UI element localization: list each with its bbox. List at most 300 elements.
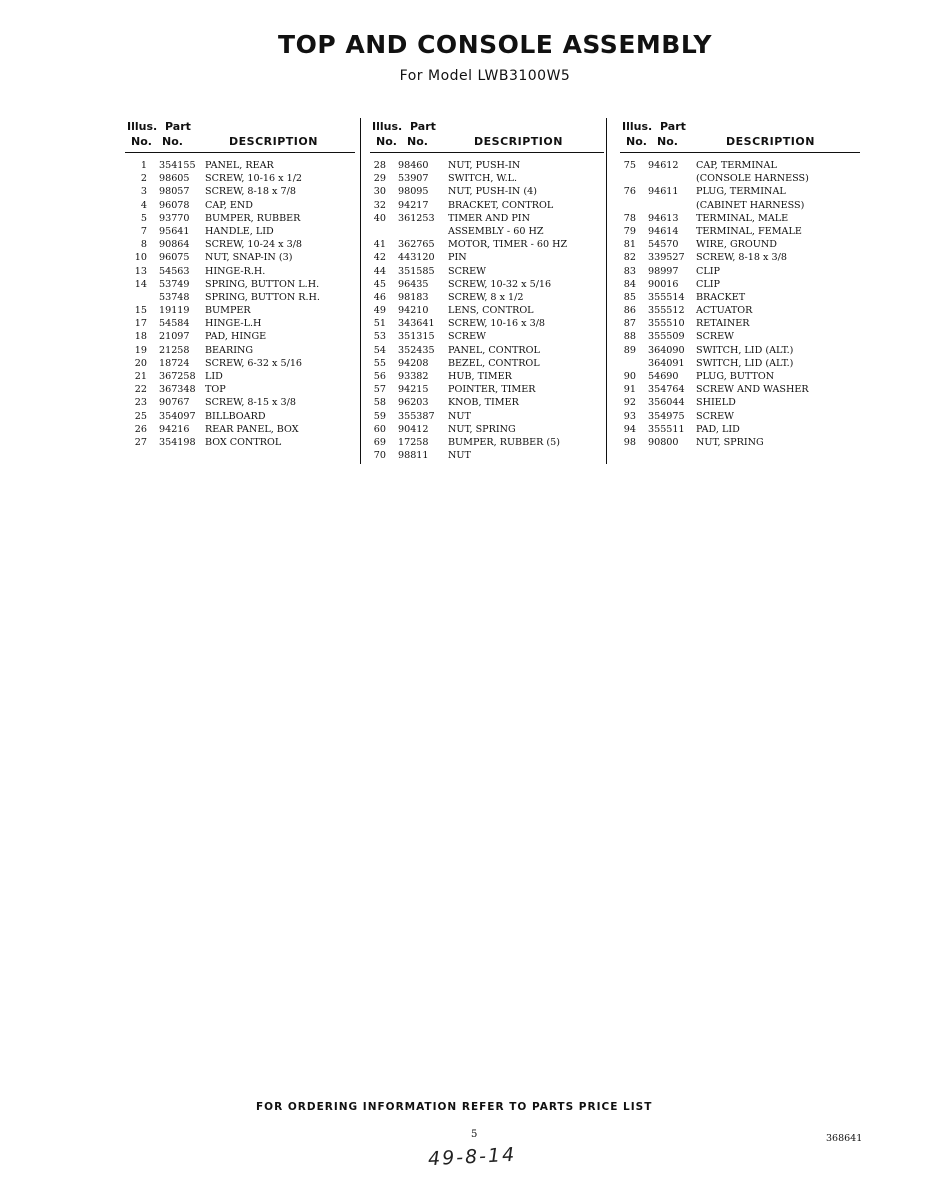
part-description: CAP, TERMINAL (696, 160, 777, 171)
table-row (125, 370, 355, 383)
illus-number: 27 (134, 436, 147, 448)
table-row (125, 383, 355, 396)
illus-number (620, 199, 636, 212)
part-description: SCREW, 10-16 x 3/8 (448, 318, 546, 330)
part-description: SCREW (448, 331, 487, 343)
illus-number: 23 (134, 397, 147, 409)
part-number: 362765 (398, 239, 435, 251)
part-number: 54570 (648, 239, 679, 251)
table-row (370, 199, 604, 212)
illus-number: 4 (140, 199, 147, 211)
part-description: SCREW, 8 x 1/2 (448, 291, 524, 303)
table-row (370, 304, 604, 317)
part-description: BOX CONTROL (205, 436, 282, 448)
part-header: Part (660, 120, 686, 133)
part-description: TOP (205, 384, 226, 396)
table-row (620, 330, 860, 343)
illus-number: 79 (623, 225, 636, 237)
part-description: POINTER, TIMER (448, 384, 536, 396)
part-number: 90016 (648, 278, 679, 290)
part-description: NUT (448, 410, 471, 422)
illus-number: 86 (623, 305, 636, 317)
illus-number: 51 (373, 318, 386, 330)
illus-number: 26 (134, 423, 147, 435)
part-number: 98095 (398, 186, 429, 198)
table-row (370, 225, 604, 238)
part-description: PANEL, CONTROL (448, 344, 540, 356)
part-description: SHIELD (696, 397, 736, 409)
part-description: BUMPER, RUBBER (205, 212, 301, 224)
part-description: PANEL, REAR (205, 160, 274, 171)
table-row (370, 317, 604, 330)
illus-number: 3 (140, 186, 147, 198)
illus-number: 87 (623, 318, 636, 330)
part-description: SWITCH, W.L. (448, 173, 518, 185)
table-row (620, 212, 860, 225)
illus-number: 44 (373, 265, 386, 277)
part-number: 361253 (398, 212, 435, 224)
table-row (620, 344, 860, 357)
parts-list (125, 159, 355, 449)
illus-number: 92 (623, 397, 636, 409)
parts-column-2 (370, 118, 604, 462)
illus-number: 22 (134, 384, 147, 396)
part-description: RETAINER (696, 318, 750, 330)
page-title: TOP AND CONSOLE ASSEMBLY (278, 30, 712, 59)
table-row (125, 278, 355, 291)
table-row (620, 304, 860, 317)
part-description: BRACKET, CONTROL (448, 199, 554, 211)
illus-number: 90 (623, 371, 636, 382)
part-description: BEARING (205, 344, 254, 356)
part-description: CLIP (696, 265, 720, 277)
table-row (370, 370, 604, 383)
handwritten-note: 49-8-14 (427, 1143, 517, 1171)
description-header: DESCRIPTION (726, 135, 815, 148)
illus-number (125, 291, 147, 304)
part-number: 94217 (398, 199, 429, 211)
part-number: 354155 (159, 160, 196, 171)
table-row (125, 344, 355, 357)
illus-number: 2 (140, 173, 147, 185)
table-row (370, 291, 604, 304)
illus-number: 14 (134, 278, 147, 290)
table-row (125, 396, 355, 409)
illus-number: 13 (134, 265, 147, 277)
part-description: SCREW, 8-18 x 7/8 (205, 186, 296, 198)
part-description: BRACKET (696, 291, 746, 303)
part-number: 17258 (398, 436, 429, 448)
column-divider (360, 118, 361, 464)
part-description: SCREW (696, 410, 735, 422)
illus-number: 29 (373, 173, 386, 185)
illus-number: 78 (623, 212, 636, 224)
illus-number: 69 (373, 436, 386, 448)
table-row (370, 159, 604, 172)
illus-number: 76 (623, 186, 636, 198)
part-number: 355514 (648, 291, 685, 303)
part-description: PAD, LID (696, 423, 740, 435)
table-row (125, 185, 355, 198)
table-row (620, 278, 860, 291)
parts-column-3 (620, 118, 860, 449)
table-row (370, 436, 604, 449)
part-description: SPRING, BUTTON L.H. (205, 278, 320, 290)
table-row (620, 436, 860, 449)
part-number: 21097 (159, 331, 190, 343)
part-number: 53748 (159, 291, 190, 303)
illus-header: Illus. (372, 120, 403, 133)
part-number: 94208 (398, 357, 429, 369)
table-row (370, 410, 604, 423)
part-number: 355387 (398, 410, 435, 422)
illus-header: Illus. (127, 120, 158, 133)
illus-number: 21 (134, 371, 147, 382)
table-row (125, 212, 355, 225)
description-header: DESCRIPTION (474, 135, 563, 148)
part-number: 93770 (159, 212, 190, 224)
part-description: SCREW AND WASHER (696, 384, 809, 396)
part-description: MOTOR, TIMER - 60 HZ (448, 239, 568, 251)
illus-number: 8 (140, 239, 147, 251)
table-row (620, 238, 860, 251)
table-row (370, 330, 604, 343)
table-row (370, 172, 604, 185)
illus-number: 60 (373, 423, 386, 435)
part-number: 21258 (159, 344, 190, 356)
part-number: 355510 (648, 318, 685, 330)
table-row (620, 185, 860, 198)
part-description: WIRE, GROUND (696, 239, 777, 251)
part-number: 355512 (648, 305, 685, 317)
part-description: BEZEL, CONTROL (448, 357, 540, 369)
illus-no-header: No. (131, 135, 152, 148)
part-number: 53749 (159, 278, 190, 290)
part-description: SWITCH, LID (ALT.) (696, 357, 794, 369)
part-number: 94613 (648, 212, 679, 224)
part-number: 54690 (648, 371, 679, 382)
table-row (370, 423, 604, 436)
column-header (620, 118, 860, 153)
part-number: 94215 (398, 384, 429, 396)
part-description: SCREW, 6-32 x 5/16 (205, 357, 303, 369)
part-number: 94216 (159, 423, 190, 435)
table-row (620, 199, 860, 212)
part-description: NUT, SPRING (696, 436, 764, 448)
table-row (620, 396, 860, 409)
table-row (125, 172, 355, 185)
part-number: 354198 (159, 436, 196, 448)
part-description: BUMPER (205, 305, 251, 317)
part-description: HUB, TIMER (448, 371, 512, 382)
illus-number: 17 (134, 318, 147, 330)
table-row (125, 357, 355, 370)
part-number: 18724 (159, 357, 190, 369)
part-description: PIN (448, 252, 467, 264)
part-description: SCREW, 8-18 x 3/8 (696, 252, 787, 264)
illus-no-header: No. (626, 135, 647, 148)
table-row (125, 225, 355, 238)
column-divider (606, 118, 607, 464)
ordering-footer: FOR ORDERING INFORMATION REFER TO PARTS PRICE LIST (256, 1101, 653, 1113)
part-description: KNOB, TIMER (448, 397, 519, 409)
part-description: HANDLE, LID (205, 225, 274, 237)
part-description: TERMINAL, MALE (696, 212, 789, 224)
illus-number: 94 (623, 423, 636, 435)
part-no-header: No. (407, 135, 428, 148)
part-number: 96075 (159, 252, 190, 264)
part-number: 443120 (398, 252, 435, 264)
illus-number: 32 (373, 199, 386, 211)
part-description: LID (205, 371, 223, 382)
part-no-header: No. (657, 135, 678, 148)
part-number: 354097 (159, 410, 196, 422)
table-row (125, 199, 355, 212)
part-description: ASSEMBLY - 60 HZ (448, 225, 544, 237)
part-number: 54563 (159, 265, 190, 277)
part-number: 339527 (648, 252, 685, 264)
model-subtitle: For Model LWB3100W5 (399, 68, 571, 84)
table-row (370, 357, 604, 370)
part-number: 96078 (159, 199, 190, 211)
part-number: 96435 (398, 278, 429, 290)
part-number: 95641 (159, 225, 190, 237)
part-description: PLUG, TERMINAL (696, 186, 786, 198)
page-number: 5 (471, 1129, 478, 1140)
part-number: 96203 (398, 397, 429, 409)
part-number: 354764 (648, 384, 685, 396)
part-description: (CABINET HARNESS) (696, 199, 805, 211)
part-number: 364090 (648, 344, 685, 356)
illus-header: Illus. (622, 120, 653, 133)
part-description: SCREW, 10-32 x 5/16 (448, 278, 552, 290)
table-row (620, 291, 860, 304)
table-row (620, 265, 860, 278)
table-row (125, 436, 355, 449)
part-description: SWITCH, LID (ALT.) (696, 344, 794, 356)
part-description: PAD, HINGE (205, 331, 267, 343)
part-number: 351315 (398, 331, 435, 343)
part-description: SCREW, 8-15 x 3/8 (205, 397, 296, 409)
illus-no-header: No. (376, 135, 397, 148)
illus-number (620, 357, 636, 370)
part-no-header: No. (162, 135, 183, 148)
illus-number: 30 (373, 186, 386, 198)
part-description: NUT, PUSH-IN (4) (448, 186, 537, 198)
document-number: 368641 (826, 1133, 863, 1144)
table-row (125, 251, 355, 264)
illus-number: 70 (373, 450, 386, 462)
part-number: 90800 (648, 436, 679, 448)
part-number: 98183 (398, 291, 429, 303)
illus-number: 10 (134, 252, 147, 264)
part-number: 98997 (648, 265, 679, 277)
illus-number: 82 (623, 252, 636, 264)
table-row (370, 212, 604, 225)
part-description: NUT, PUSH-IN (448, 160, 521, 171)
part-number: 19119 (159, 305, 190, 317)
part-number (636, 172, 686, 185)
part-description: TIMER AND PIN (448, 212, 530, 224)
parts-list (370, 159, 604, 462)
part-number: 98460 (398, 160, 429, 171)
part-description: LENS, CONTROL (448, 305, 534, 317)
part-description: TERMINAL, FEMALE (696, 225, 802, 237)
illus-number: 93 (623, 410, 636, 422)
table-row (620, 423, 860, 436)
part-number: 364091 (648, 357, 685, 369)
table-row (125, 330, 355, 343)
table-row (370, 383, 604, 396)
table-row (125, 304, 355, 317)
illus-number: 84 (623, 278, 636, 290)
parts-list (620, 159, 860, 449)
illus-number: 88 (623, 331, 636, 343)
part-number: 90412 (398, 423, 429, 435)
illus-number: 19 (134, 344, 147, 356)
table-row (125, 291, 355, 304)
table-row (125, 238, 355, 251)
illus-number: 28 (373, 160, 386, 171)
table-row (370, 278, 604, 291)
part-description: ACTUATOR (696, 305, 753, 317)
illus-number: 49 (373, 305, 386, 317)
part-number: 343641 (398, 318, 435, 330)
part-description: SCREW (696, 331, 735, 343)
illus-number: 15 (134, 305, 147, 317)
part-number: 98057 (159, 186, 190, 198)
part-number: 53907 (398, 173, 429, 185)
part-number: 90767 (159, 397, 190, 409)
illus-number: 55 (373, 357, 386, 369)
table-row (620, 357, 860, 370)
part-description: (CONSOLE HARNESS) (696, 173, 809, 185)
part-description: CAP, END (205, 199, 253, 211)
part-number: 98811 (398, 450, 429, 462)
illus-number: 7 (140, 225, 147, 237)
part-description: REAR PANEL, BOX (205, 423, 299, 435)
illus-number: 1 (140, 160, 147, 171)
part-header: Part (410, 120, 436, 133)
part-number: 94611 (648, 186, 679, 198)
part-header: Part (165, 120, 191, 133)
part-number: 90864 (159, 239, 190, 251)
part-number: 354975 (648, 410, 685, 422)
part-number: 351585 (398, 265, 435, 277)
illus-number: 56 (373, 371, 386, 382)
column-header (125, 118, 355, 153)
part-number: 367348 (159, 384, 196, 396)
part-number: 94614 (648, 225, 679, 237)
column-header (370, 118, 604, 153)
table-row (620, 383, 860, 396)
illus-number (620, 172, 636, 185)
part-description: HINGE-L.H (205, 318, 262, 330)
part-number: 355509 (648, 331, 685, 343)
part-description: SCREW (448, 265, 487, 277)
illus-number: 41 (373, 239, 386, 251)
table-row (125, 265, 355, 278)
illus-number: 46 (373, 291, 386, 303)
part-number: 94612 (648, 160, 679, 171)
illus-number: 5 (140, 212, 147, 224)
part-description: SCREW, 10-16 x 1/2 (205, 173, 303, 185)
part-description: SPRING, BUTTON R.H. (205, 291, 320, 303)
table-row (370, 396, 604, 409)
part-number (636, 199, 686, 212)
part-number: 356044 (648, 397, 685, 409)
illus-number: 58 (373, 397, 386, 409)
table-row (620, 159, 860, 172)
part-number: 54584 (159, 318, 190, 330)
illus-number: 18 (134, 331, 147, 343)
table-row (125, 410, 355, 423)
part-description: NUT, SPRING (448, 423, 516, 435)
part-number: 355511 (648, 423, 685, 435)
table-row (370, 251, 604, 264)
part-description: BUMPER, RUBBER (5) (448, 436, 561, 448)
table-row (620, 410, 860, 423)
part-number (386, 225, 438, 238)
illus-number: 25 (134, 410, 147, 422)
illus-number: 42 (373, 252, 386, 264)
illus-number: 98 (623, 436, 636, 448)
part-description: NUT (448, 450, 471, 462)
illus-number: 75 (623, 160, 636, 171)
part-description: NUT, SNAP-IN (3) (205, 252, 293, 264)
table-row (620, 317, 860, 330)
part-description: HINGE-R.H. (205, 265, 266, 277)
table-row (620, 251, 860, 264)
table-row (125, 317, 355, 330)
illus-number: 89 (623, 344, 636, 356)
table-row (370, 238, 604, 251)
illus-number: 57 (373, 384, 386, 396)
part-number: 367258 (159, 371, 196, 382)
table-row (370, 265, 604, 278)
parts-column-1 (125, 118, 355, 449)
illus-number: 91 (623, 384, 636, 396)
illus-number: 85 (623, 291, 636, 303)
illus-number: 81 (623, 239, 636, 251)
part-description: CLIP (696, 278, 720, 290)
table-row (125, 423, 355, 436)
illus-number: 40 (373, 212, 386, 224)
table-row (370, 185, 604, 198)
illus-number: 20 (134, 357, 147, 369)
part-description: BILLBOARD (205, 410, 266, 422)
table-row (620, 370, 860, 383)
table-row (370, 344, 604, 357)
part-description: SCREW, 10-24 x 3/8 (205, 239, 303, 251)
description-header: DESCRIPTION (229, 135, 318, 148)
table-row (125, 159, 355, 172)
illus-number: 45 (373, 278, 386, 290)
illus-number: 83 (623, 265, 636, 277)
illus-number: 53 (373, 331, 386, 343)
table-row (620, 225, 860, 238)
illus-number: 54 (373, 344, 386, 356)
part-number: 98605 (159, 173, 190, 185)
table-row (370, 449, 604, 462)
part-description: PLUG, BUTTON (696, 371, 775, 382)
illus-number: 59 (373, 410, 386, 422)
table-row (620, 172, 860, 185)
part-number: 94210 (398, 305, 429, 317)
part-number: 93382 (398, 371, 429, 382)
illus-number (370, 225, 386, 238)
part-number: 352435 (398, 344, 435, 356)
